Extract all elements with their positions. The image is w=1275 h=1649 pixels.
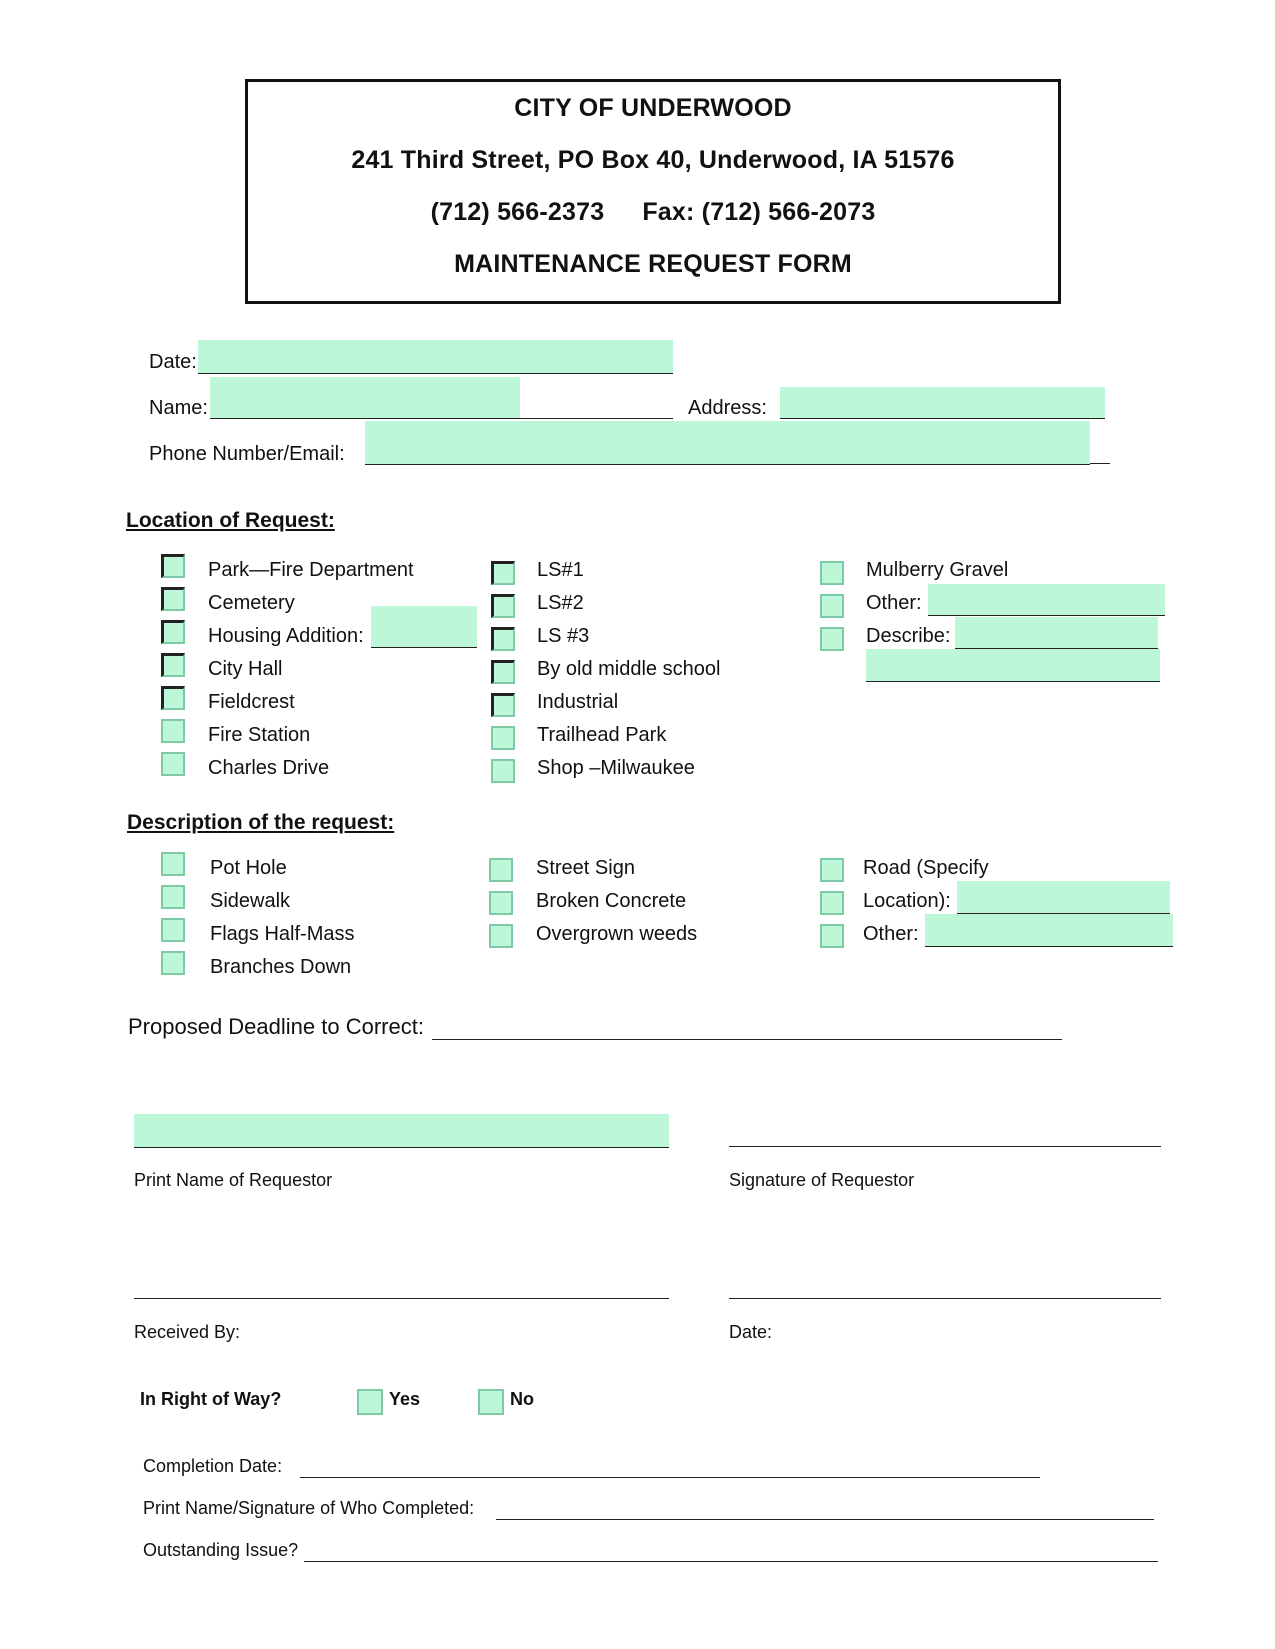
describe-input-line2[interactable]	[866, 649, 1160, 681]
date-input[interactable]	[198, 340, 673, 373]
deadline-label: Proposed Deadline to Correct:	[128, 1014, 424, 1039]
checkbox-charles-drive[interactable]	[161, 752, 185, 776]
right-of-way-label: In Right of Way?	[140, 1389, 282, 1409]
checkbox-mulberry-gravel[interactable]	[820, 561, 844, 585]
checkbox-street-sign[interactable]	[489, 858, 513, 882]
label-city-hall: City Hall	[208, 658, 283, 680]
received-date-line[interactable]	[729, 1298, 1161, 1299]
date-field[interactable]	[198, 340, 673, 374]
checkbox-branches-down[interactable]	[161, 951, 185, 975]
completion-date-label: Completion Date:	[143, 1456, 283, 1476]
checkbox-right-of-way-yes[interactable]	[357, 1389, 383, 1415]
label-street-sign: Street Sign	[536, 857, 635, 879]
label-right-of-way-no: No	[510, 1389, 534, 1409]
label-flags-half-mass: Flags Half-Mass	[210, 923, 355, 945]
checkbox-ls3[interactable]	[491, 627, 515, 651]
road-location-field[interactable]	[957, 881, 1170, 914]
label-overgrown-weeds: Overgrown weeds	[536, 923, 698, 945]
label-road-specify: Road (Specify	[863, 857, 989, 879]
road-location-input[interactable]	[957, 881, 1170, 913]
checkbox-housing-addition[interactable]	[161, 620, 185, 644]
label-mulberry-gravel: Mulberry Gravel	[866, 559, 1009, 581]
who-completed-input[interactable]	[496, 1492, 1154, 1519]
print-name-label: Print Name of Requestor	[134, 1170, 333, 1190]
checkbox-sidewalk[interactable]	[161, 885, 185, 909]
checkbox-describe[interactable]	[820, 627, 844, 651]
completion-date-input[interactable]	[300, 1450, 1040, 1477]
checkbox-location-other[interactable]	[820, 594, 844, 618]
checkbox-overgrown-weeds[interactable]	[489, 924, 513, 948]
label-ls3: LS #3	[537, 625, 590, 647]
label-ls2: LS#2	[537, 592, 584, 614]
location-section-title: Location of Request:	[126, 509, 335, 532]
label-describe: Describe:	[866, 625, 951, 647]
describe-field[interactable]	[955, 617, 1158, 649]
checkbox-road[interactable]	[820, 858, 844, 882]
phone-number: (712) 566-2373	[430, 198, 605, 226]
checkbox-park-fire-department[interactable]	[161, 554, 185, 578]
deadline-input[interactable]	[432, 1010, 1062, 1039]
location-other-input[interactable]	[928, 584, 1165, 615]
checkbox-broken-concrete[interactable]	[489, 891, 513, 915]
phone-email-label: Phone Number/Email:	[149, 443, 345, 465]
checkbox-trailhead-park[interactable]	[491, 726, 515, 750]
checkbox-fire-station[interactable]	[161, 719, 185, 743]
housing-addition-field[interactable]	[371, 606, 477, 648]
description-other-input[interactable]	[925, 914, 1173, 946]
description-other-field[interactable]	[925, 914, 1173, 947]
completion-date-field[interactable]	[300, 1450, 1040, 1478]
phone-email-field[interactable]	[365, 421, 1090, 465]
label-right-of-way-yes: Yes	[389, 1389, 421, 1409]
name-label: Name:	[149, 397, 208, 419]
outstanding-issue-field[interactable]	[304, 1534, 1158, 1562]
name-underline	[520, 418, 673, 419]
label-fieldcrest: Fieldcrest	[208, 691, 295, 713]
label-shop-milwaukee: Shop –Milwaukee	[537, 757, 695, 779]
label-cemetery: Cemetery	[208, 592, 295, 614]
phone-fax-line	[248, 198, 1058, 227]
checkbox-road-location[interactable]	[820, 891, 844, 915]
checkbox-old-middle-school[interactable]	[491, 660, 515, 684]
deadline-field[interactable]	[432, 1010, 1062, 1040]
label-industrial: Industrial	[537, 691, 619, 713]
form-title: MAINTENANCE REQUEST FORM	[454, 250, 852, 278]
who-completed-label: Print Name/Signature of Who Completed:	[143, 1498, 475, 1518]
checkbox-shop-milwaukee[interactable]	[491, 759, 515, 783]
housing-addition-input[interactable]	[371, 606, 477, 647]
signature-line[interactable]	[729, 1146, 1161, 1147]
label-broken-concrete: Broken Concrete	[536, 890, 687, 912]
label-housing-addition: Housing Addition:	[208, 625, 364, 647]
who-completed-field[interactable]	[496, 1492, 1154, 1520]
checkbox-cemetery[interactable]	[161, 587, 185, 611]
checkbox-industrial[interactable]	[491, 693, 515, 717]
describe-input[interactable]	[955, 617, 1158, 648]
fax-number: Fax: (712) 566-2073	[642, 198, 876, 226]
checkbox-fieldcrest[interactable]	[161, 686, 185, 710]
label-description-other: Other:	[863, 923, 919, 945]
description-section-title: Description of the request:	[127, 811, 395, 834]
checkbox-ls1[interactable]	[491, 561, 515, 585]
received-date-label: Date:	[729, 1322, 773, 1342]
label-fire-station: Fire Station	[208, 724, 311, 746]
checkbox-right-of-way-no[interactable]	[478, 1389, 504, 1415]
form-header	[245, 79, 1061, 304]
label-charles-drive: Charles Drive	[208, 757, 330, 779]
location-other-field[interactable]	[928, 584, 1165, 616]
address-field[interactable]	[780, 387, 1105, 419]
label-pot-hole: Pot Hole	[210, 857, 287, 879]
outstanding-issue-input[interactable]	[304, 1534, 1158, 1561]
label-ls1: LS#1	[537, 559, 584, 581]
address-label: Address:	[688, 397, 767, 419]
print-name-input[interactable]	[134, 1114, 669, 1147]
phone-email-underline	[1090, 463, 1110, 464]
print-name-field[interactable]	[134, 1114, 669, 1148]
phone-email-input[interactable]	[365, 421, 1090, 464]
date-label: Date:	[149, 351, 197, 373]
received-by-line[interactable]	[134, 1298, 669, 1299]
name-field[interactable]	[210, 377, 520, 419]
city-address: 241 Third Street, PO Box 40, Underwood, IA 51576	[351, 146, 955, 174]
outstanding-issue-label: Outstanding Issue?	[143, 1540, 299, 1560]
checkbox-description-other[interactable]	[820, 924, 844, 948]
signature-label: Signature of Requestor	[729, 1170, 915, 1190]
name-input[interactable]	[210, 377, 520, 418]
label-park-fire-department: Park—Fire Department	[208, 559, 414, 581]
describe-field-line2[interactable]	[866, 649, 1160, 682]
label-branches-down: Branches Down	[210, 956, 352, 978]
label-sidewalk: Sidewalk	[210, 890, 291, 912]
label-road-location: Location):	[863, 890, 951, 912]
city-name: CITY OF UNDERWOOD	[514, 94, 792, 122]
received-by-label: Received By:	[134, 1322, 241, 1342]
label-old-middle-school: By old middle school	[537, 658, 721, 680]
checkbox-ls2[interactable]	[491, 594, 515, 618]
checkbox-pot-hole[interactable]	[161, 852, 185, 876]
checkbox-flags-half-mass[interactable]	[161, 918, 185, 942]
address-input[interactable]	[780, 387, 1105, 418]
label-location-other: Other:	[866, 592, 922, 614]
label-trailhead-park: Trailhead Park	[537, 724, 667, 746]
checkbox-city-hall[interactable]	[161, 653, 185, 677]
